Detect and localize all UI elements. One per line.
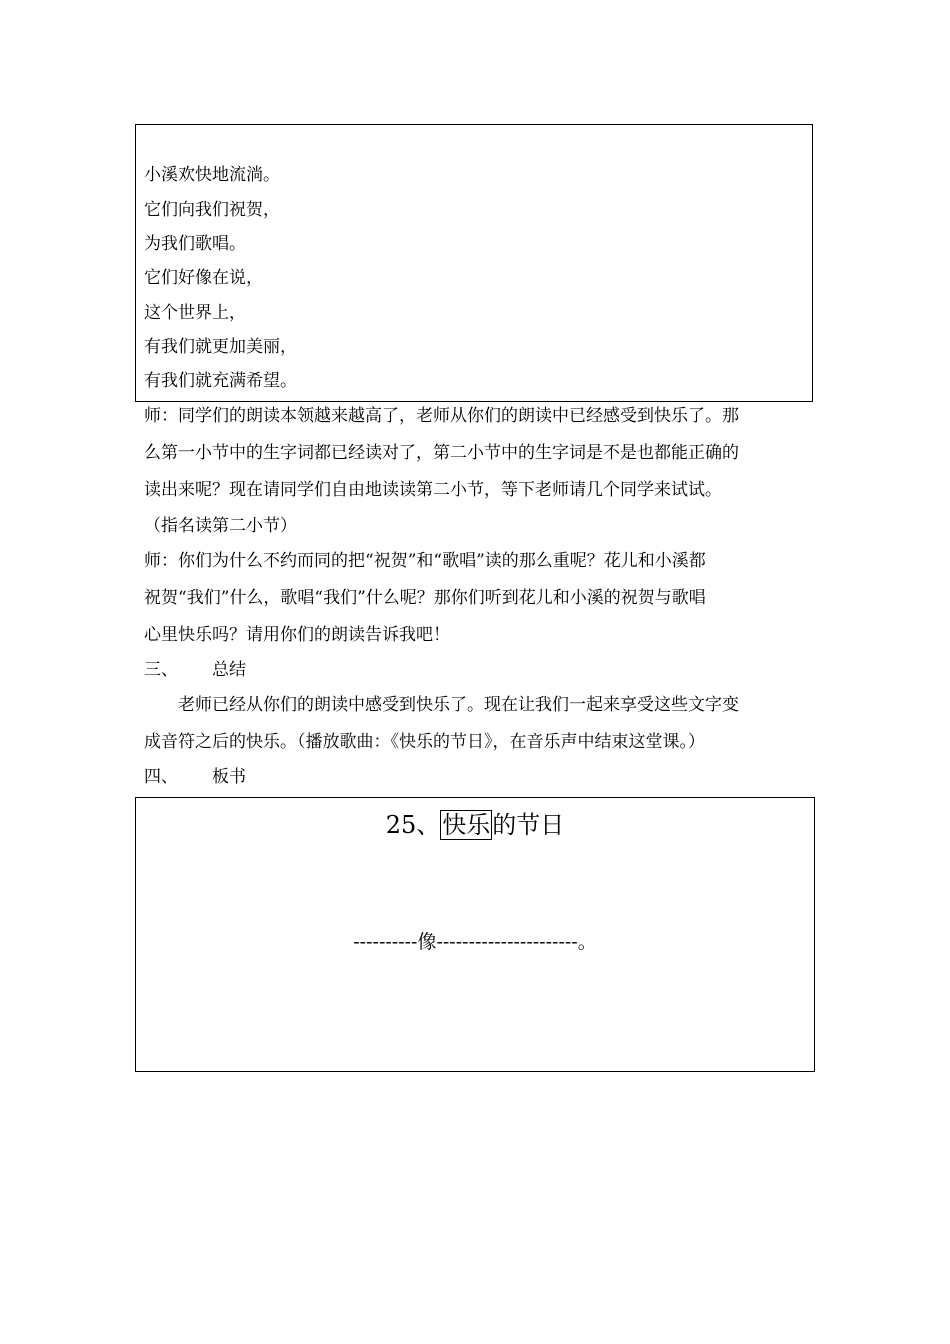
poem-line: 有我们就充满希望。 [144,371,297,391]
board-title-prefix: 25、 [385,811,441,839]
board-title [136,810,814,840]
board-fill-in-line: ----------像----------------------。 [353,931,597,953]
paragraph-line: （指名读第二小节） [144,516,297,536]
paragraph-line: 读出来呢？现在请同学们自由地读读第二小节，等下老师请几个同学来试试。 [144,480,722,500]
paragraph-line: 祝贺“我们”什么，歌唱“我们”什么呢？那你们听到花儿和小溪的祝贺与歌唱 [144,588,706,608]
section-number: 四、 [144,767,178,787]
section-number: 三、 [144,660,178,680]
section-title: 板书 [212,767,246,787]
paragraph-line: 师：你们为什么不约而同的把“祝贺”和“歌唱”读的那么重呢？花儿和小溪都 [144,551,706,571]
paragraph-line: 么第一小节中的生字词都已经读对了，第二小节中的生字词是不是也都能正确的 [144,443,739,463]
paragraph-line: 成音符之后的快乐。（播放歌曲：《快乐的节日》，在音乐声中结束这堂课。） [144,732,705,752]
poem-line: 它们向我们祝贺， [144,200,280,220]
blackboard-box [135,797,815,1072]
paragraph-line: 老师已经从你们的朗读中感受到快乐了。现在让我们一起来享受这些文字变 [178,695,739,715]
section-heading-summary [144,659,246,681]
section-title: 总结 [212,660,246,680]
poem-box [135,124,813,402]
paragraph-line: 心里快乐吗？请用你们的朗读告诉我吧！ [144,625,450,645]
poem-line: 这个世界上， [144,303,246,323]
board-title-boxed-word: 快乐 [442,811,491,839]
board-title-suffix: 的节日 [492,811,565,839]
section-heading-board [144,766,246,788]
paragraph-line: 师：同学们的朗读本领越来越高了，老师从你们的朗读中已经感受到快乐了。那 [144,406,739,426]
poem-line: 它们好像在说， [144,268,263,288]
poem-line: 为我们歌唱。 [144,234,246,254]
poem-line: 小溪欢快地流淌。 [144,165,280,185]
poem-line: 有我们就更加美丽， [144,337,297,357]
